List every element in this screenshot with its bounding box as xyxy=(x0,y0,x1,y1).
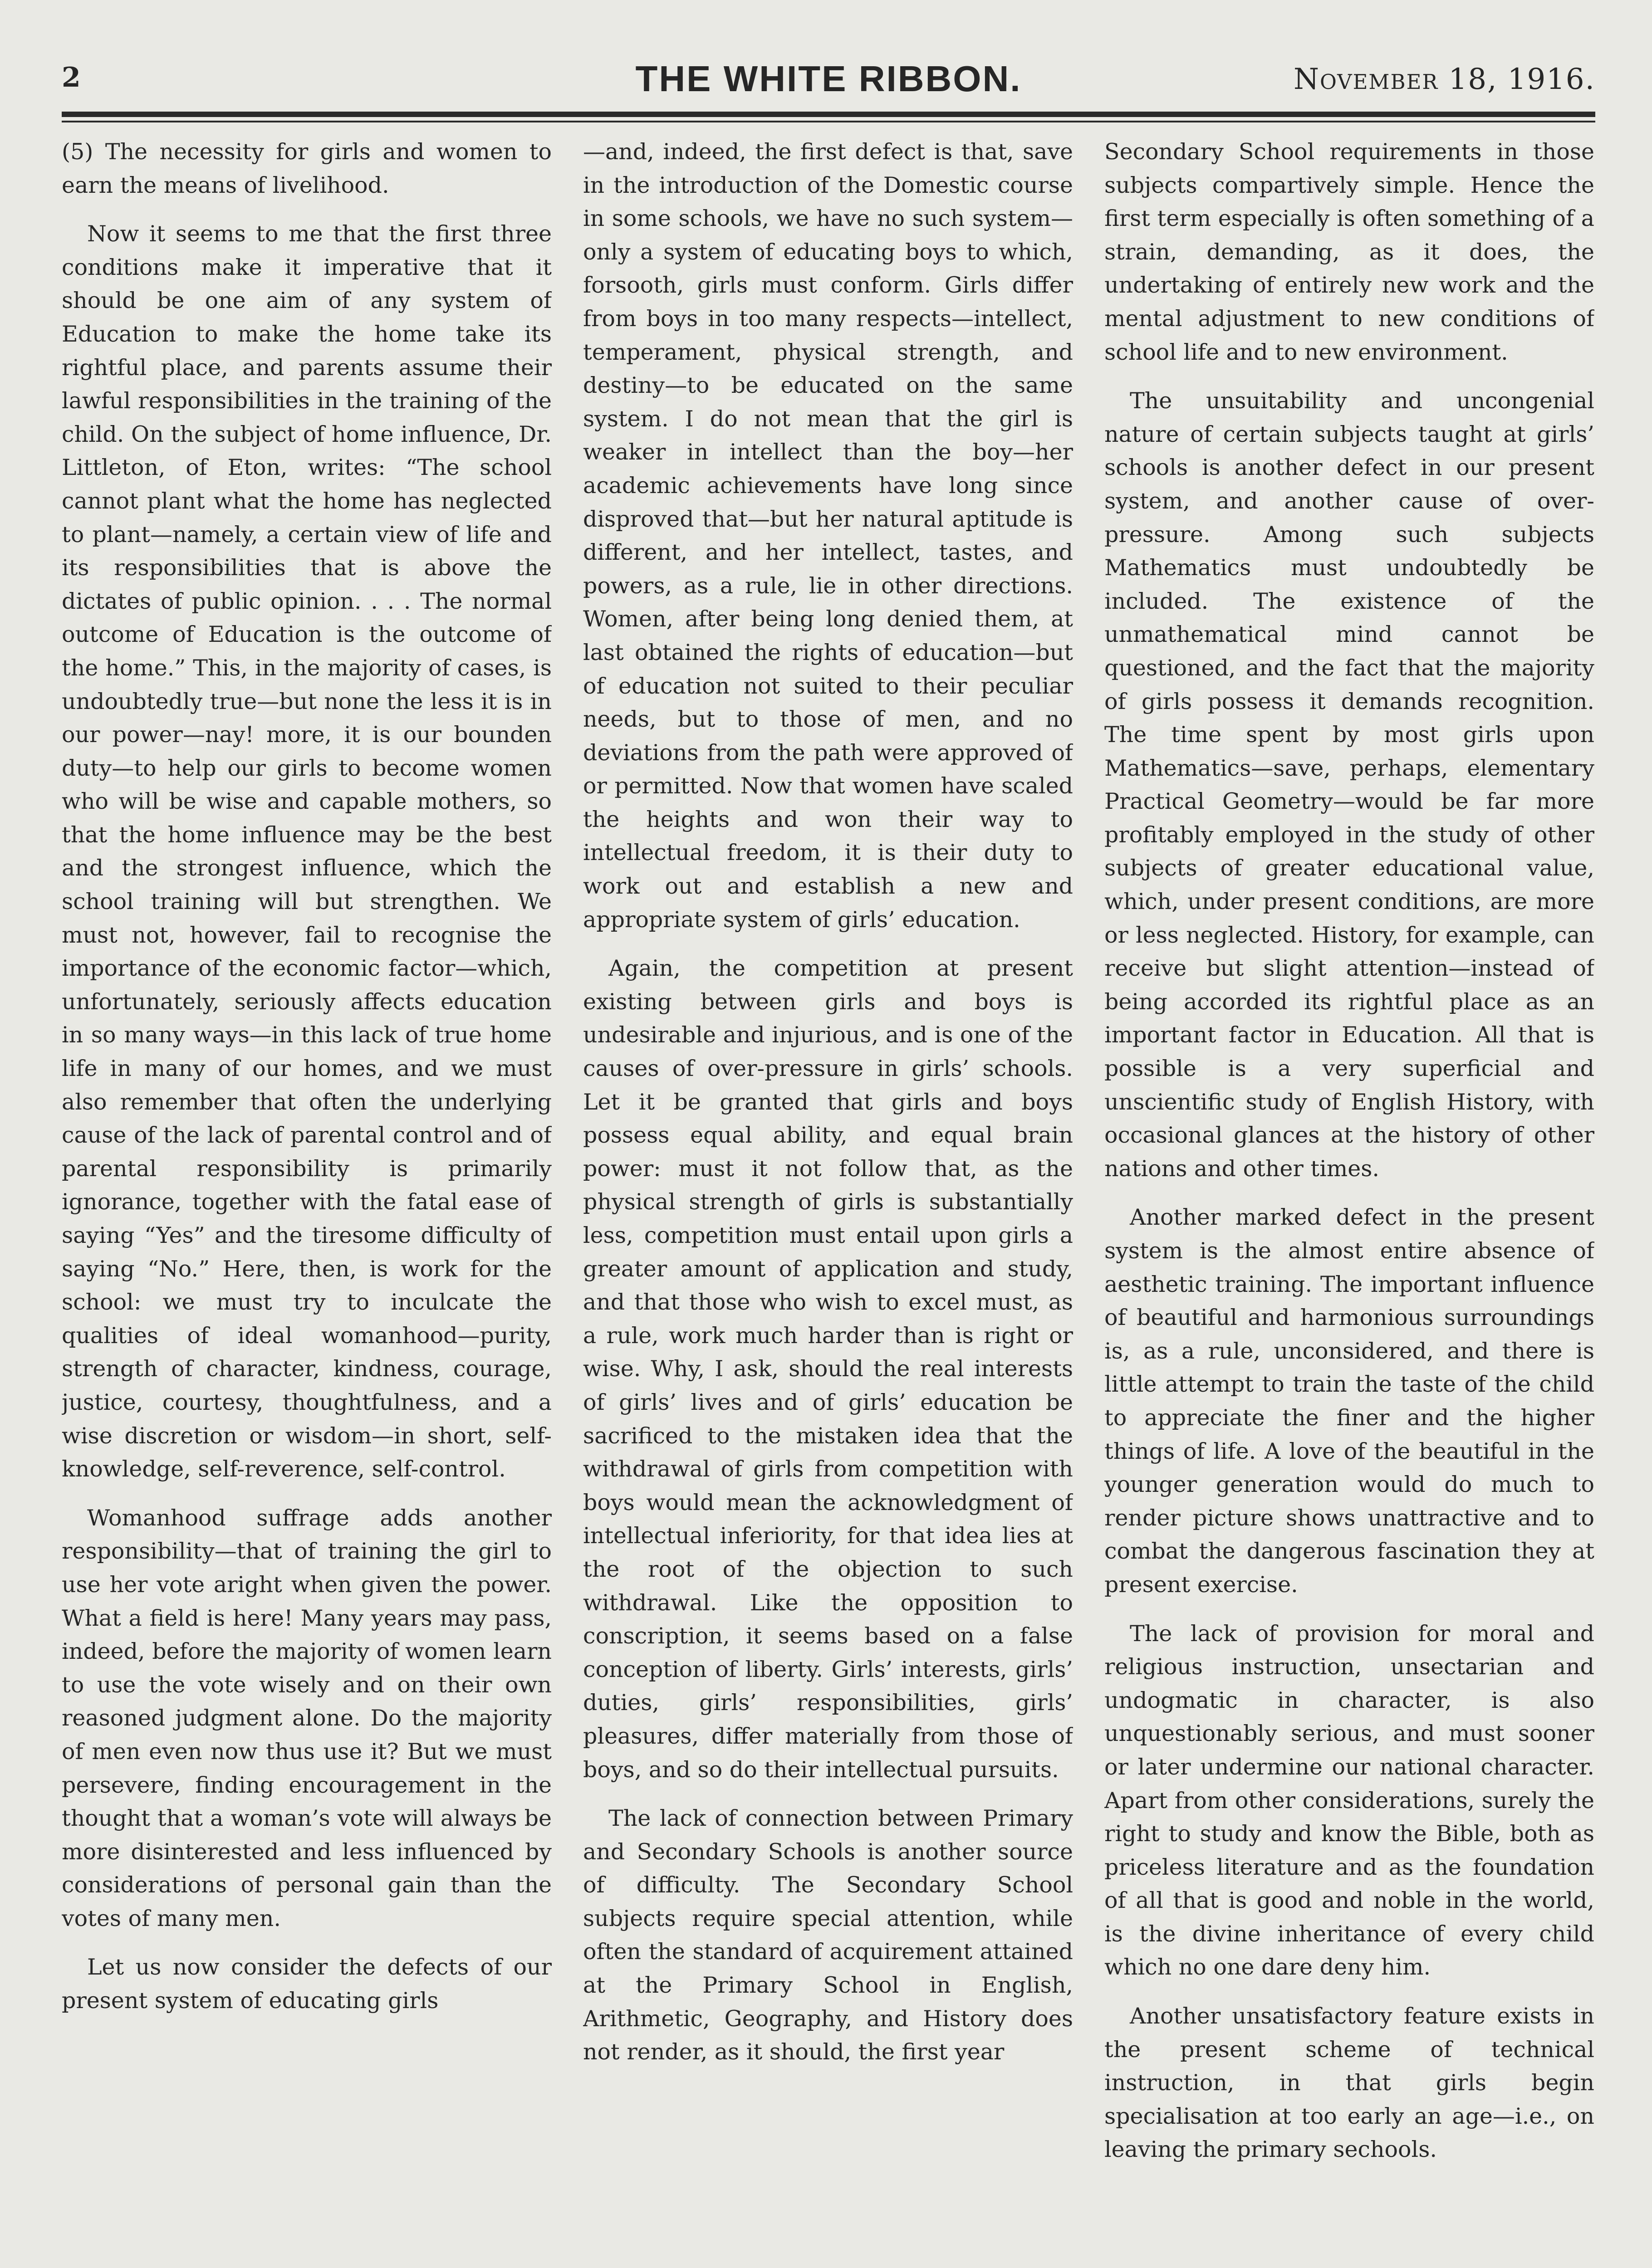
column-2 xyxy=(583,135,1073,2163)
paragraph: Womanhood suffrage adds another responsibility—that of training the girl to use her vote aright when given the power. What a field is here! Many years may pass, indeed, before the majority of women learn to use the vote wisely and on their own reasoned judgment alone. Do the majority of men even now thus use it? But we must persevere, finding encouragement in the thought that a woman’s vote will always be more disinterested and less influenced by considerations of personal gain than the votes of many men. xyxy=(62,1505,552,1931)
paragraph: (5) The necessity for girls and women to earn the means of livelihood. xyxy=(62,139,552,198)
paragraph: Another marked defect in the present system is the almost entire absence of aesthetic training. The important influence of beautiful and harmonious surroundings is, as a rule, unconsidered, and there is little attempt to train the taste of the child to appreciate the finer and the higher things of life. A love of the beautiful in the younger generation would do much to render picture shows unattractive and to combat the dangerous fascination they at present exercise. xyxy=(1104,1204,1594,1598)
header-rule-thick xyxy=(62,112,1595,117)
masthead-title: THE WHITE RIBBON. xyxy=(635,59,1022,99)
paragraph: Now it seems to me that the first three conditions make it imperative that it should be one aim of any system of Education to make the home take its rightful place, and parents assume their lawful responsibilities in the training of the child. On the subject of home influence, Dr. Littleton, of Eton, writes: “The school cannot plant what the home has neglected to plant—namely, a certain view of life and its responsibilities that is above the dictates of public opinion. . . . The normal outcome of Education is the outcome of the home.” This, in the majority of cases, is undoubtedly true—but none the less it is in our power—nay! more, it is our bounden duty—to help our girls to become women who will be wise and capable mothers, so that the home influence may be the best and the strongest influence, which the school training will but strengthen. We must not, however, fail to recognise the importance of the economic factor—which, unfortunately, seriously affects education in so many ways—in this lack of true home life in many of our homes, and we must also remember that often the underlying cause of the lack of parental control and of parental responsibility is primarily ignorance, together with the fatal ease of saying “Yes” and the tiresome difficulty of saying “No.” Here, then, is work for the school: we must try to inculcate the qualities of ideal womanhood—purity, strength of character, kindness, courage, justice, courtesy, thoughtfulness, and a wise discretion or wisdom—in short, self-knowledge, self-reverence, self-control. xyxy=(62,221,552,1482)
page-number: 2 xyxy=(62,62,81,93)
paragraph: Let us now consider the defects of our present system of educating girls xyxy=(62,1954,552,2014)
column-3 xyxy=(1104,135,1594,2163)
paragraph: The lack of connection between Primary and Secondary Schools is another source of difficulty. The Secondary School subjects require special attention, while often the standard of acquirement attained at the Primary School in English, Arithmetic, Geography, and History does not render, as it should, the first year xyxy=(583,1805,1073,2065)
paragraph: The unsuitability and uncongenial nature of certain subjects taught at girls’ schools is another defect in our present system, and another cause of over-pressure. Among such subjects Mathematics must undoubtedly be included. The existence of the unmathematical mind cannot be questioned, and the fact that the majority of girls possess it demands recognition. The time spent by most girls upon Mathematics—save, perhaps, elementary Practical Geometry—would be far more profitably employed in the study of other subjects of greater educational value, which, under present conditions, are more or less neglected. History, for example, can receive but slight attention—instead of being accorded its rightful place as an important factor in Education. All that is possible is a very superficial and unscientific study of English History, with occasional glances at the history of other nations and other times. xyxy=(1104,388,1594,1182)
issue-date: November 18, 1916. xyxy=(1293,63,1595,96)
paragraph: —and, indeed, the first defect is that, save in the introduction of the Domestic course in some schools, we have no such system—only a system of educating boys to which, forsooth, girls must conform. Girls differ from boys in too many respects—intellect, temperament, physical strength, and destiny—to be educated on the same system. I do not mean that the girl is weaker in intellect than the boy—her academic achievements have long since disproved that—but her natural aptitude is different, and her intellect, tastes, and powers, as a rule, lie in other directions. Women, after being long denied them, at last obtained the rights of education—but of education not suited to their peculiar needs, but to those of men, and no deviations from the path were approved of or permitted. Now that women have scaled the heights and won their way to intellectual freedom, it is their duty to work out and establish a new and appropriate system of girls’ education. xyxy=(583,139,1073,933)
column-1 xyxy=(62,135,552,2163)
page-header xyxy=(62,54,1595,103)
paragraph: Secondary School requirements in those subjects compartively simple. Hence the first term especially is often something of a strain, demanding, as it does, the undertaking of entirely new work and the mental adjustment to new conditions of school life and to new environment. xyxy=(1104,139,1594,365)
paragraph: Another unsatisfactory feature exists in the present scheme of technical instruction, in that girls begin specialisation at too early an age—i.e., on leaving the primary sechools. xyxy=(1104,2003,1594,2163)
paragraph: Again, the competition at present existing between girls and boys is undesirable and injurious, and is one of the causes of over-pressure in girls’ schools. Let it be granted that girls and boys possess equal ability, and equal brain power: must it not follow that, as the physical strength of girls is substantially less, competition must entail upon girls a greater amount of application and study, and that those who wish to excel must, as a rule, work much harder than is right or wise. Why, I ask, should the real interests of girls’ lives and of girls’ education be sacrificed to the mistaken idea that the withdrawal of girls from competition with boys would mean the acknowledgment of intellectual inferiority, for that idea lies at the root of the objection to such withdrawal. Like the opposition to conscription, it seems based on a false conception of liberty. Girls’ interests, girls’ duties, girls’ responsibilities, girls’ pleasures, differ materially from those of boys, and so do their intellectual pursuits. xyxy=(583,955,1073,1783)
paragraph: The lack of provision for moral and religious instruction, unsectarian and undogmatic in character, is also unquestionably serious, and must sooner or later undermine our national character. Apart from other considerations, surely the right to study and know the Bible, both as priceless literature and as the foundation of all that is good and noble in the world, is the divine inheritance of every child which no one dare deny him. xyxy=(1104,1620,1594,1980)
header-rule-thin xyxy=(62,121,1595,122)
